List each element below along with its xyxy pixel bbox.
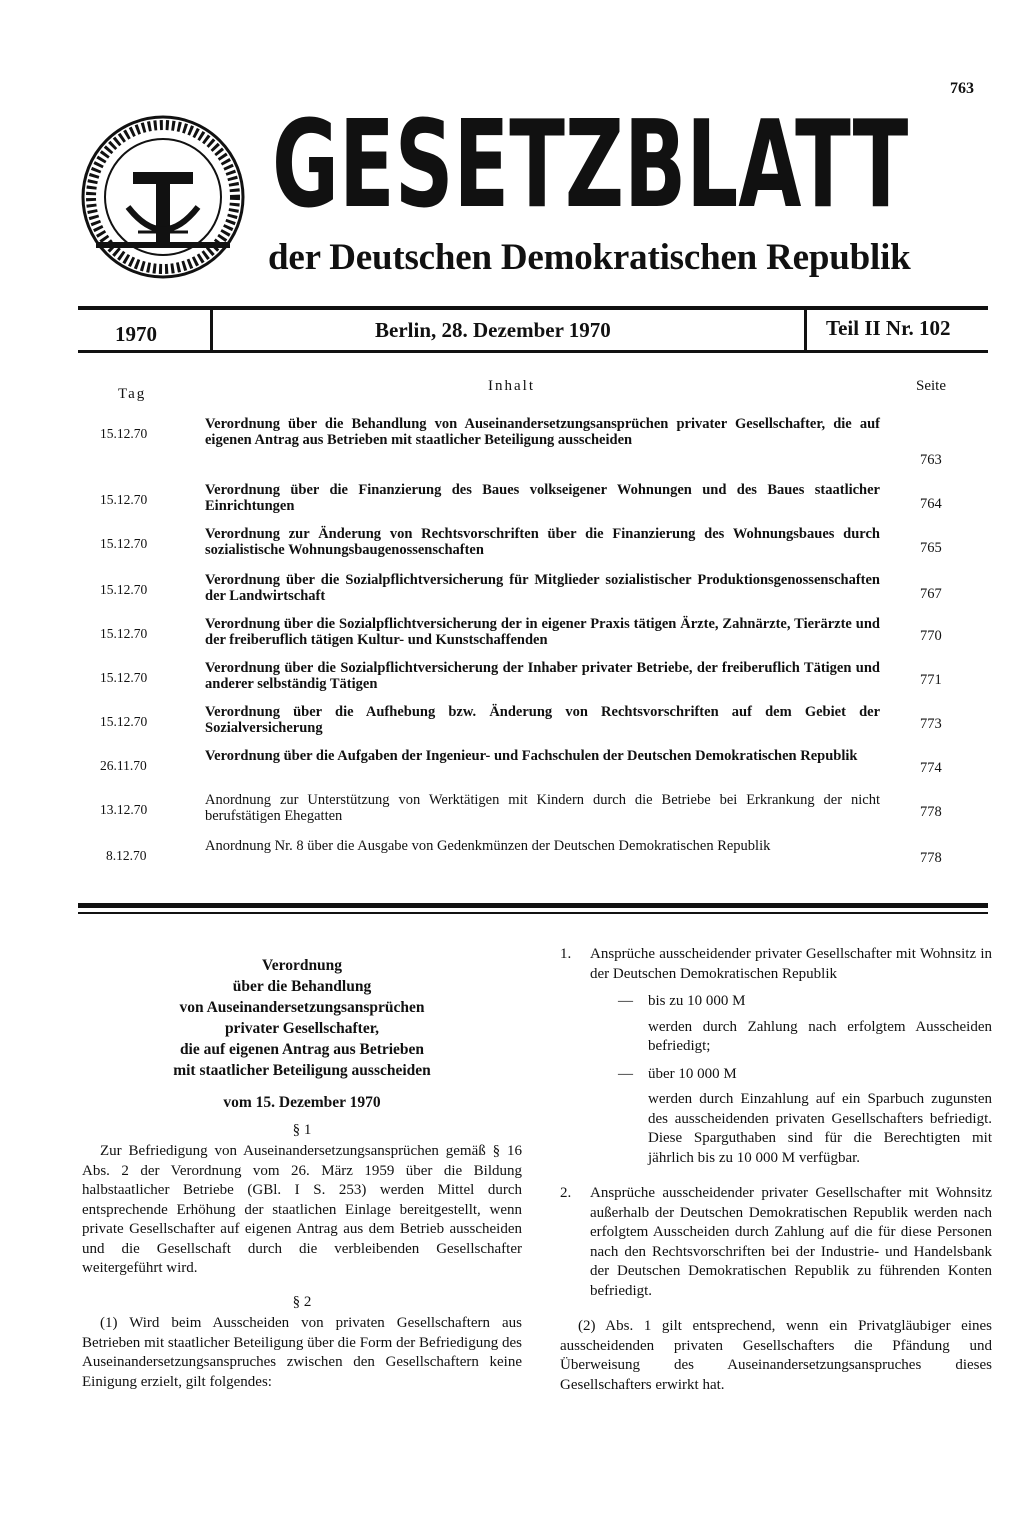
toc-title: Verordnung über die Sozialpflichtversicherung der in eigener Praxis tätigen Ärzte, Zahnärzte, Tierärzte und der freiberuflich tätigen Kultur- und Kunstschaffenden [205, 616, 880, 648]
toc-date: 8.12.70 [106, 848, 147, 863]
toc-title: Verordnung über die Sozialpflichtversicherung der Inhaber privater Betriebe, der freiberuflich Tätigen und anderer selbständig Tätigen [205, 660, 880, 692]
decree-title-line: privater Gesellschafter, [224, 1020, 380, 1037]
toc-date: 13.12.70 [100, 802, 148, 817]
section-1-heading: § 1 [292, 1121, 312, 1138]
toc-title: Verordnung über die Sozialpflichtversicherung für Mitglieder sozialistischer Produktionsgenossenschaften der Landwirtschaft [205, 572, 880, 604]
toc-title: Anordnung zur Unterstützung von Werktätigen mit Kindern durch die Betriebe bei Erkrankung der nicht berufstätigen Ehegatten [205, 792, 880, 824]
list-item [560, 945, 992, 1168]
article-right-column [560, 945, 992, 1409]
toc-date: 26.11.70 [100, 758, 147, 773]
toc-col-content: Inhalt [488, 378, 535, 394]
edition-year: 1970 [115, 322, 157, 346]
toc-page: 764 [920, 496, 942, 512]
toc-page: 773 [920, 716, 942, 732]
section-rule [78, 903, 988, 908]
toc-page: 770 [920, 628, 942, 644]
decree-title [82, 955, 522, 1081]
toc-date: 15.12.70 [100, 492, 148, 507]
sub-item-text: werden durch Einzahlung auf ein Sparbuch zugunsten des ausscheidenden privaten Gesellschafters befriedigt. Diese Sparguthaben sind für die Berechtigten mit jährlich bis zu 10 000 M verfügbar. [648, 1091, 992, 1166]
sub-item [590, 1065, 992, 1169]
state-emblem-icon [78, 112, 248, 282]
section-2-heading: § 2 [292, 1293, 312, 1310]
edition-divider [804, 310, 807, 350]
toc-date: 15.12.70 [100, 536, 148, 551]
section-2-paragraph-2: (2) Abs. 1 gilt entsprechend, wenn ein Privatgläubiger eines ausscheidenden privaten Gesellschafters die Pfändung und Überweisung des Auseinandersetzungsanspruches dieses Gesellschafters erwirkt hat. [560, 1318, 992, 1393]
toc-title: Verordnung über die Finanzierung des Baues volkseigener Wohnungen und des Baues staatlicher Einrichtungen [205, 482, 880, 514]
edition-date: Berlin, 28. Dezember 1970 [375, 318, 611, 342]
sub-item-label: bis zu 10 000 M [648, 993, 746, 1009]
masthead-title: GESETZBLATT [272, 96, 909, 235]
toc-page: 763 [920, 452, 942, 468]
sub-item-text: werden durch Zahlung nach erfolgtem Ausscheiden befriedigt; [648, 1018, 992, 1054]
decree-date: vom 15. Dezember 1970 [223, 1094, 381, 1111]
decree-title-line: Verordnung [261, 957, 343, 974]
decree-title-line: über die Behandlung [232, 978, 372, 995]
sub-item-dash: — [618, 993, 633, 1009]
toc-page: 778 [920, 804, 942, 820]
toc-page: 767 [920, 586, 942, 602]
sub-item-dash: — [618, 1065, 633, 1082]
toc-page: 774 [920, 760, 942, 776]
decree-title-line: mit staatlicher Beteiligung ausscheiden [173, 1062, 431, 1079]
toc-date: 15.12.70 [100, 582, 148, 597]
section-2-text: (1) Wird beim Ausscheiden von privaten Gesellschaftern aus Betrieben mit staatlicher Beteiligung über die Form der Befriedigung des Auseinandersetzungsanspruches zwischen den Gesellschaftern keine Einigung erzielt, gilt folgendes: [82, 1315, 522, 1390]
list-item-text: Ansprüche ausscheidender privater Gesellschafter mit Wohnsitz in der Deutschen Demokratischen Republik [590, 946, 992, 982]
toc-date: 15.12.70 [100, 714, 148, 729]
edition-divider [210, 310, 213, 350]
list-item-number: 2. [560, 1185, 572, 1201]
toc-date: 15.12.70 [100, 426, 148, 441]
page-number: 763 [950, 80, 974, 97]
list-item-number: 1. [560, 946, 572, 962]
toc-row [0, 416, 1024, 466]
toc-page: 778 [920, 850, 942, 866]
section-1-text: Zur Befriedigung von Auseinandersetzungsansprüchen gemäß § 16 Abs. 2 der Verordnung vom 26. März 1959 über die Bildung halbstaatlicher Betriebe (GBl. I S. 253) werden Mittel durch entsprechende Erhöhung der staatlichen Einlage bereitgestellt, wenn private Gesellschafter auf eigenen Antrag aus dem Betrieb ausscheiden und die Gesellschaft durch die verbleibenden Gesellschafter weitergeführt wird. [82, 1143, 522, 1276]
toc-title: Verordnung über die Behandlung von Auseinandersetzungsansprüchen privater Gesellschafter, die auf eigenen Antrag aus Betrieben mit staatlicher Beteiligung ausscheiden [205, 416, 880, 448]
toc-page: 771 [920, 672, 942, 688]
sub-item-label: über 10 000 M [648, 1065, 737, 1082]
edition-rule-top [78, 306, 988, 310]
toc-title: Verordnung über die Aufgaben der Ingenieur- und Fachschulen der Deutschen Demokratischen Republik [205, 748, 858, 764]
edition-rule-bottom [78, 350, 988, 353]
section-rule [78, 912, 988, 914]
toc-date: 15.12.70 [100, 626, 148, 641]
toc-title: Verordnung über die Aufhebung bzw. Änderung von Rechtsvorschriften auf dem Gebiet der Sozialversicherung [205, 704, 880, 736]
toc-title: Verordnung zur Änderung von Rechtsvorschriften über die Finanzierung des Wohnungsbaues durch sozialistische Wohnungsbaugenossenschaften [205, 526, 880, 558]
toc-title: Anordnung Nr. 8 über die Ausgabe von Gedenkmünzen der Deutschen Demokratischen Republik [205, 838, 771, 854]
list-item-text: Ansprüche ausscheidender privater Gesellschafter mit Wohnsitz außerhalb der Deutschen Demokratischen Republik werden nach erfolgtem Ausscheiden durch Zahlung auf die für diese Personen nach den Rechtsvorschriften bei der Industrie- und Handelsbank der Deutschen Demokratischen Republik zu führenden Konten befriedigt. [590, 1185, 992, 1299]
toc-date: 15.12.70 [100, 670, 148, 685]
sub-item [590, 992, 992, 1057]
list-item [560, 1184, 992, 1301]
toc-page: 765 [920, 540, 942, 556]
decree-title-line: von Auseinandersetzungsansprüchen [179, 999, 425, 1016]
toc-col-day: Tag [118, 386, 147, 402]
masthead-subtitle: der Deutschen Demokratischen Republik [268, 237, 911, 278]
decree-title-line: die auf eigenen Antrag aus Betrieben [179, 1041, 425, 1058]
edition-part: Teil II Nr. 102 [826, 316, 951, 340]
article-left-column [82, 955, 522, 1406]
toc-col-page: Seite [916, 378, 946, 394]
